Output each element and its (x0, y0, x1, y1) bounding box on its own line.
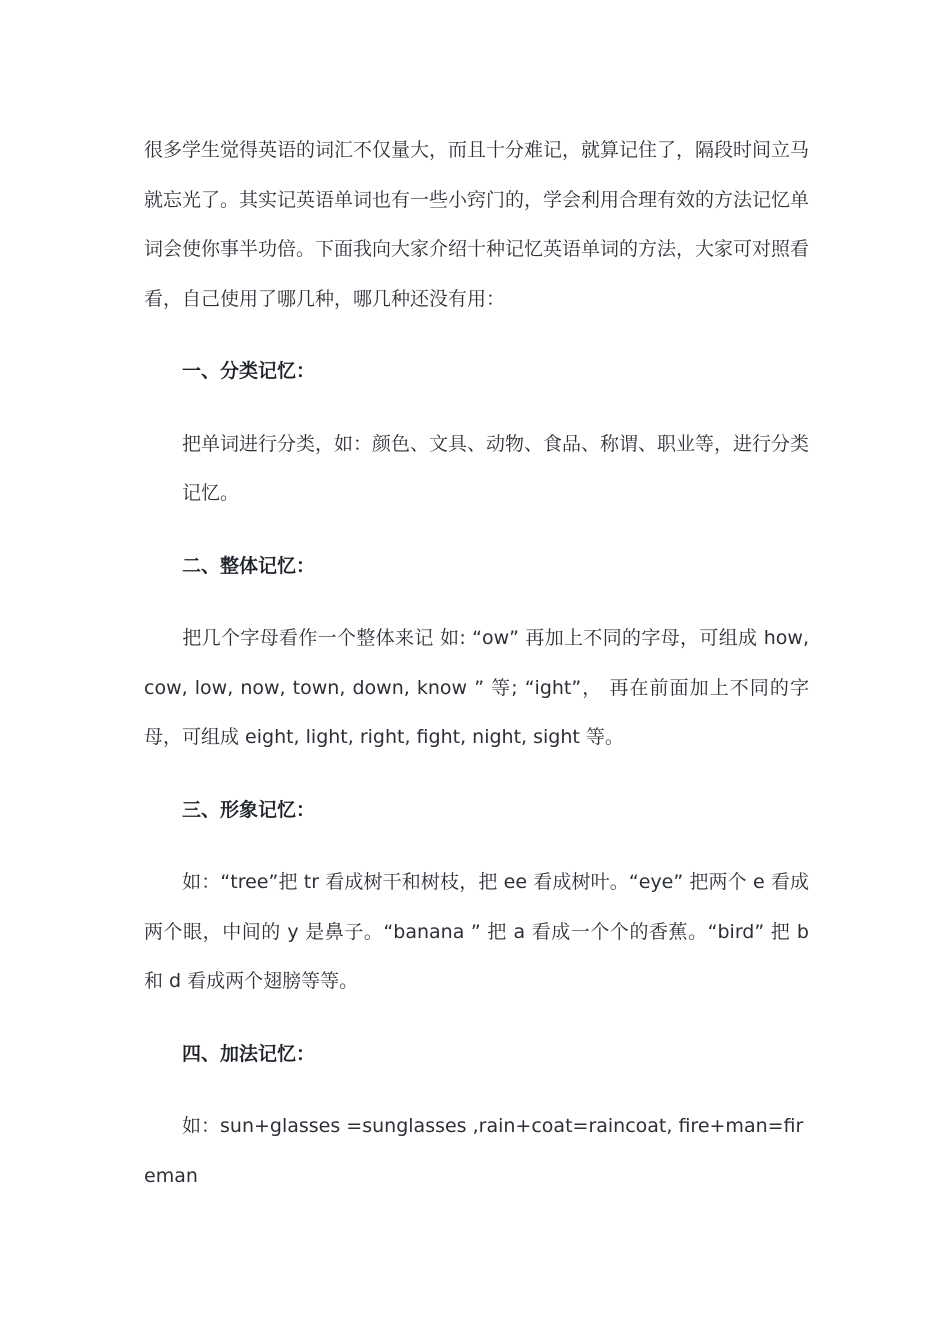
section-body-image: 如：“tree”把 tr 看成树干和树枝，把 ee 看成树叶。“eye” 把两个 e 看成两个眼，中间的 y 是鼻子。“banana ” 把 a 看成一个个的香蕉。“bird” 把 b 和 d 看成两个翅膀等等。 (144, 871, 809, 992)
section-heading-image: 三、形象记忆： (182, 798, 316, 821)
section-heading-whole: 二、整体记忆： (182, 554, 316, 577)
document-content (144, 126, 809, 1201)
section-body-addition: 如：sun+glasses =sunglasses ,rain+coat=raincoat, fire+man=fireman (144, 1115, 804, 1187)
section-heading-addition: 四、加法记忆： (182, 1042, 316, 1065)
section-body-classification: 把单词进行分类，如：颜色、文具、动物、食品、称谓、职业等，进行分类记忆。 (182, 432, 810, 504)
section-heading-classification: 一、分类记忆： (182, 360, 316, 382)
intro-paragraph: 很多学生觉得英语的词汇不仅量大，而且十分难记，就算记住了，隔段时间立马就忘光了。其实记英语单词也有一些小窍门的，学会利用合理有效的方法记忆单词会使你事半功倍。下面我向大家介绍十种记忆英语单词的方法，大家可对照看看，自己使用了哪几种，哪几种还没有用： (144, 139, 810, 310)
section-body-whole: 把几个字母看作一个整体来记 如: “ow” 再加上不同的字母，可组成 how, cow, low, now, town, down, know ” 等; “ight”， 再在前面加上不同的字母，可组成 eight, light, right, fight, night, sight 等。 (144, 627, 809, 748)
